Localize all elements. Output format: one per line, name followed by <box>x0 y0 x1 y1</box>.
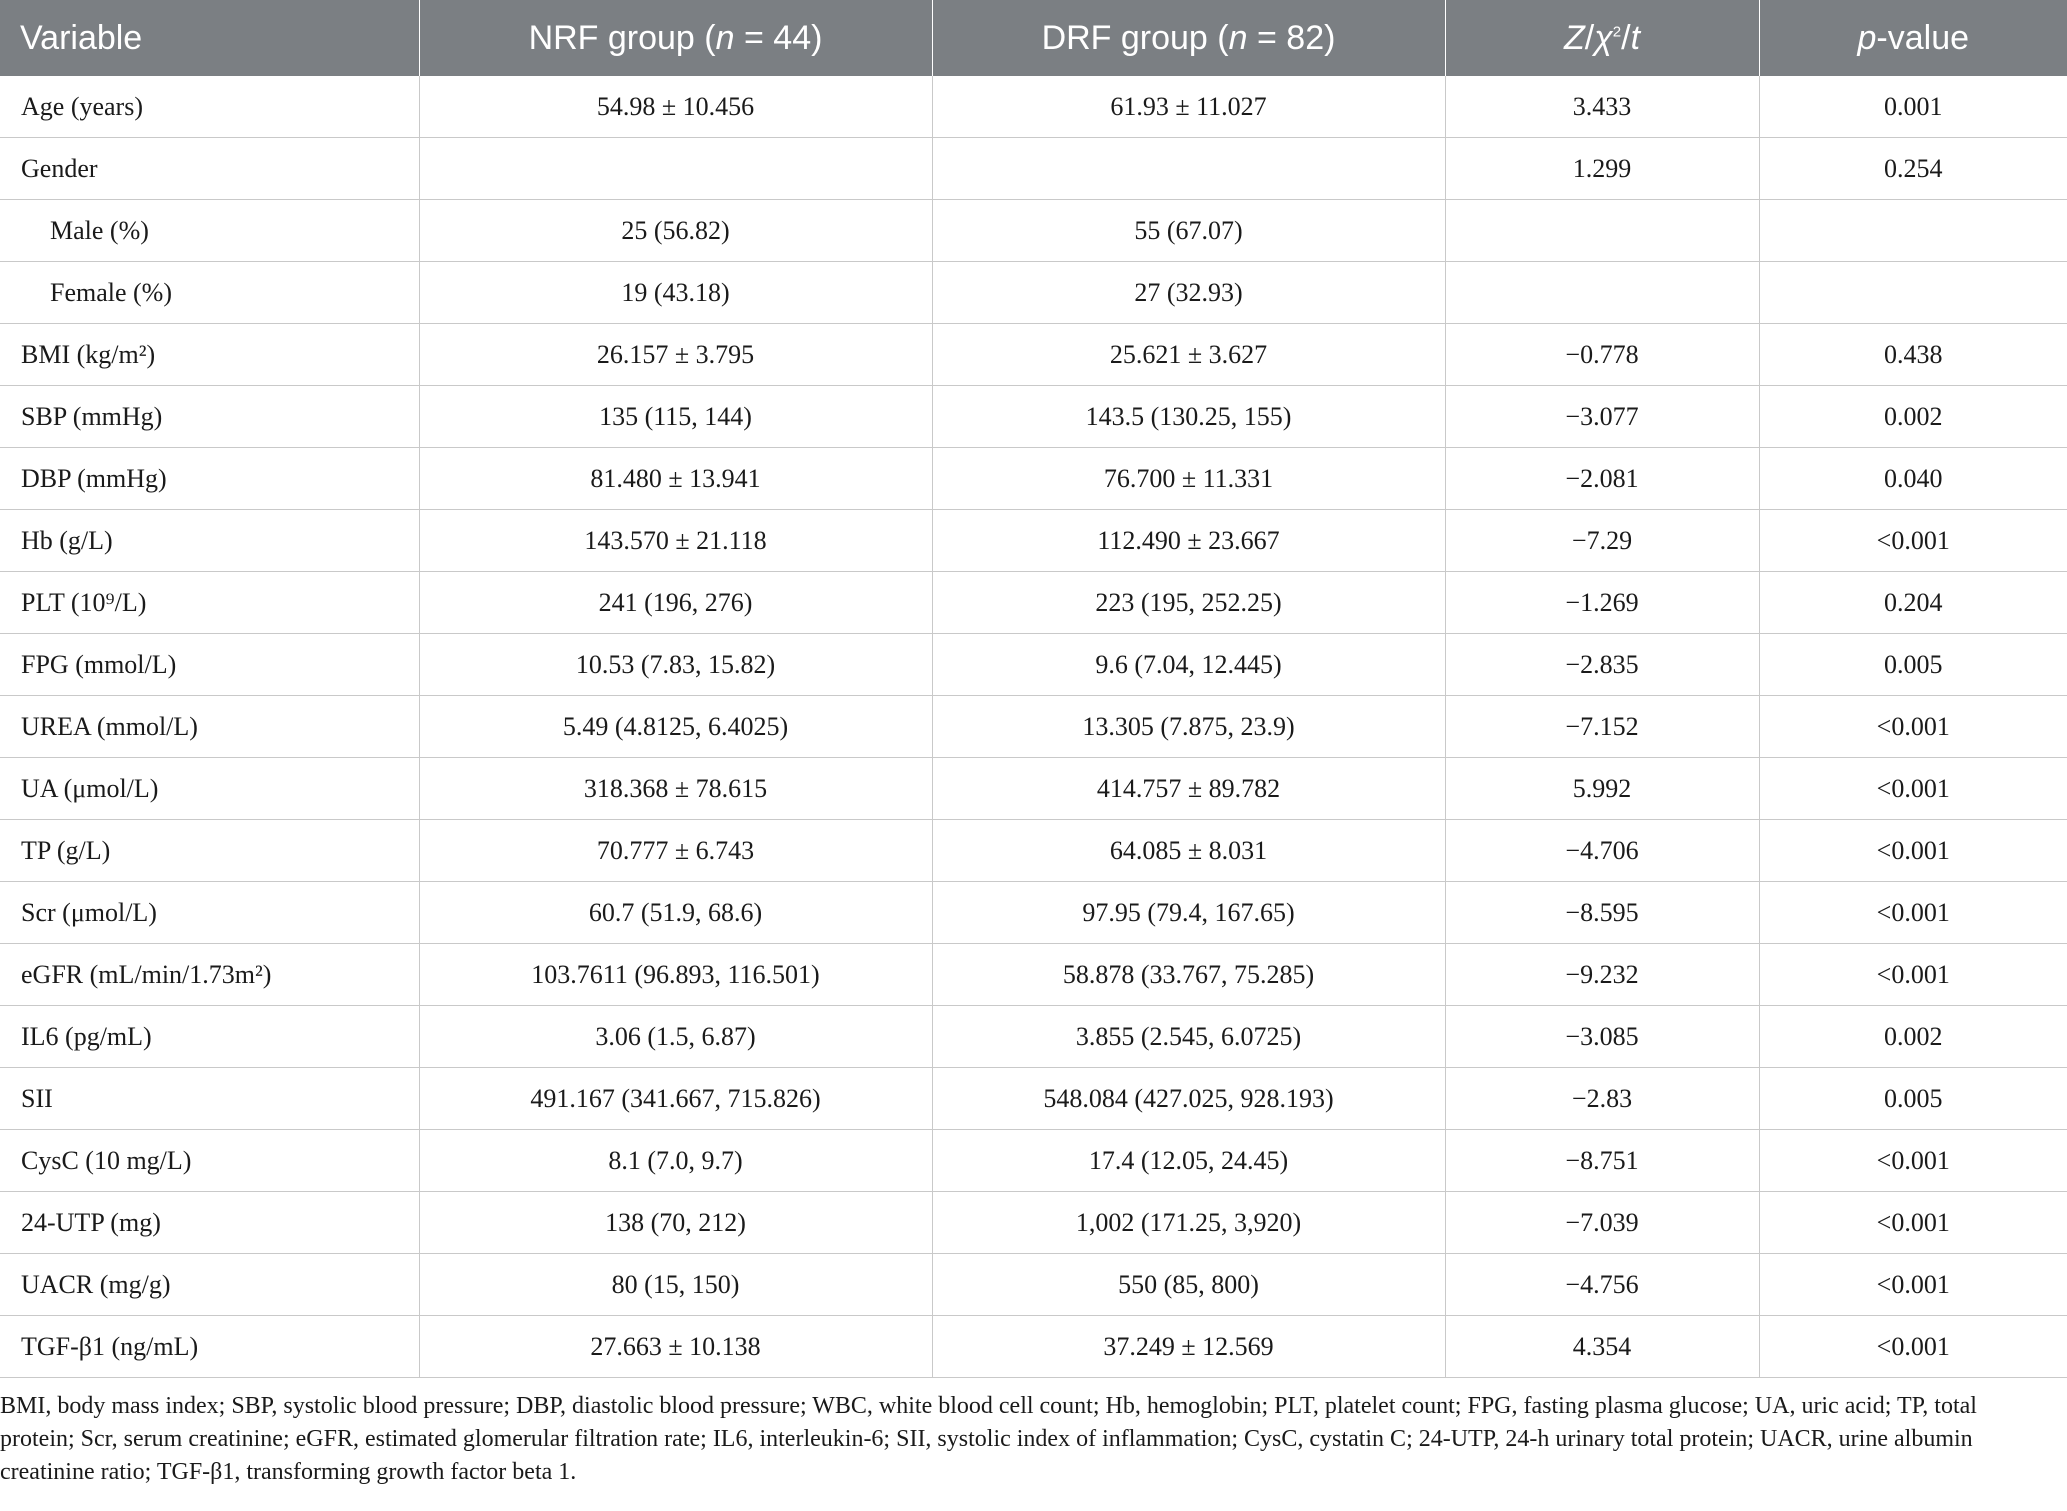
cell-variable: UA (μmol/L) <box>0 758 419 820</box>
cell-nrf-value: 10.53 (7.83, 15.82) <box>419 634 932 696</box>
cell-statistic: −4.756 <box>1445 1254 1759 1316</box>
cell-variable: PLT (10⁹/L) <box>0 572 419 634</box>
cell-p-value: <0.001 <box>1759 882 2067 944</box>
cell-nrf-value: 60.7 (51.9, 68.6) <box>419 882 932 944</box>
cell-nrf-value: 80 (15, 150) <box>419 1254 932 1316</box>
cell-variable: SBP (mmHg) <box>0 386 419 448</box>
cell-drf-value: 97.95 (79.4, 167.65) <box>932 882 1445 944</box>
cell-drf-value: 13.305 (7.875, 23.9) <box>932 696 1445 758</box>
cell-drf-value: 64.085 ± 8.031 <box>932 820 1445 882</box>
cell-statistic: −4.706 <box>1445 820 1759 882</box>
cell-nrf-value <box>419 138 932 200</box>
cell-p-value: 0.001 <box>1759 76 2067 138</box>
table-footnote: BMI, body mass index; SBP, systolic blood pressure; DBP, diastolic blood pressure; WBC, white blood cell count; Hb, hemoglobin; PLT, platelet count; FPG, fasting plasma glucose; UA, uric acid; TP, total protein; Scr, serum creatinine; eGFR, estimated glomerular filtration rate; IL6, interleukin-6; SII, systolic index of inflammation; CysC, cystatin C; 24-UTP, 24-h urinary total protein; UACR, urine albumin creatinine ratio; TGF-β1, transforming growth factor beta 1. <box>0 1393 1977 1485</box>
table-row <box>0 634 2067 696</box>
cell-statistic: −8.595 <box>1445 882 1759 944</box>
cell-drf-value: 76.700 ± 11.331 <box>932 448 1445 510</box>
cell-statistic: −8.751 <box>1445 1130 1759 1192</box>
table-row <box>0 944 2067 1006</box>
cell-drf-value: 55 (67.07) <box>932 200 1445 262</box>
cell-drf-value: 37.249 ± 12.569 <box>932 1316 1445 1378</box>
cell-statistic: −9.232 <box>1445 944 1759 1006</box>
table-row <box>0 76 2067 138</box>
table-row <box>0 386 2067 448</box>
cell-p-value: 0.438 <box>1759 324 2067 386</box>
cell-drf-value: 25.621 ± 3.627 <box>932 324 1445 386</box>
cell-variable: CysC (10 mg/L) <box>0 1130 419 1192</box>
cell-variable: FPG (mmol/L) <box>0 634 419 696</box>
cell-drf-value: 27 (32.93) <box>932 262 1445 324</box>
cell-drf-value: 58.878 (33.767, 75.285) <box>932 944 1445 1006</box>
cell-drf-value <box>932 138 1445 200</box>
cell-drf-value: 550 (85, 800) <box>932 1254 1445 1316</box>
cell-statistic: −2.83 <box>1445 1068 1759 1130</box>
table-row <box>0 572 2067 634</box>
cell-drf-value: 61.93 ± 11.027 <box>932 76 1445 138</box>
cell-drf-value: 143.5 (130.25, 155) <box>932 386 1445 448</box>
cell-variable: DBP (mmHg) <box>0 448 419 510</box>
cell-p-value: <0.001 <box>1759 758 2067 820</box>
cell-statistic: −2.081 <box>1445 448 1759 510</box>
cell-p-value: <0.001 <box>1759 696 2067 758</box>
cell-statistic: −3.085 <box>1445 1006 1759 1068</box>
cell-statistic: −1.269 <box>1445 572 1759 634</box>
cell-variable: IL6 (pg/mL) <box>0 1006 419 1068</box>
cell-nrf-value: 103.7611 (96.893, 116.501) <box>419 944 932 1006</box>
cell-drf-value: 1,002 (171.25, 3,920) <box>932 1192 1445 1254</box>
cell-variable: Male (%) <box>0 200 419 262</box>
cell-variable: BMI (kg/m²) <box>0 324 419 386</box>
table-row <box>0 324 2067 386</box>
cell-variable: UACR (mg/g) <box>0 1254 419 1316</box>
cell-statistic: 3.433 <box>1445 76 1759 138</box>
cell-nrf-value: 81.480 ± 13.941 <box>419 448 932 510</box>
cell-statistic: 5.992 <box>1445 758 1759 820</box>
cell-statistic: −3.077 <box>1445 386 1759 448</box>
cell-p-value <box>1759 200 2067 262</box>
table-row <box>0 696 2067 758</box>
cell-nrf-value: 3.06 (1.5, 6.87) <box>419 1006 932 1068</box>
cell-variable: Scr (μmol/L) <box>0 882 419 944</box>
cell-statistic: 1.299 <box>1445 138 1759 200</box>
cell-nrf-value: 5.49 (4.8125, 6.4025) <box>419 696 932 758</box>
table-row <box>0 882 2067 944</box>
cell-p-value: <0.001 <box>1759 820 2067 882</box>
cell-p-value: 0.204 <box>1759 572 2067 634</box>
cell-variable: Female (%) <box>0 262 419 324</box>
header-row <box>0 0 2067 76</box>
cell-p-value: 0.040 <box>1759 448 2067 510</box>
cell-p-value: <0.001 <box>1759 1192 2067 1254</box>
cell-nrf-value: 8.1 (7.0, 9.7) <box>419 1130 932 1192</box>
header-drf-group: DRF group (n = 82) <box>932 0 1445 76</box>
table-body <box>0 76 2067 1378</box>
cell-nrf-value: 19 (43.18) <box>419 262 932 324</box>
cell-statistic: −2.835 <box>1445 634 1759 696</box>
header-nrf-group: NRF group (n = 44) <box>419 0 932 76</box>
cell-nrf-value: 70.777 ± 6.743 <box>419 820 932 882</box>
cell-nrf-value: 26.157 ± 3.795 <box>419 324 932 386</box>
header-p-value: p-value <box>1759 0 2067 76</box>
cell-statistic: −7.039 <box>1445 1192 1759 1254</box>
cell-statistic: −7.29 <box>1445 510 1759 572</box>
cell-statistic <box>1445 262 1759 324</box>
cell-nrf-value: 27.663 ± 10.138 <box>419 1316 932 1378</box>
cell-variable: Gender <box>0 138 419 200</box>
cell-drf-value: 414.757 ± 89.782 <box>932 758 1445 820</box>
cell-p-value: 0.005 <box>1759 634 2067 696</box>
table-row <box>0 1130 2067 1192</box>
header-variable: Variable <box>0 0 419 76</box>
cell-drf-value: 9.6 (7.04, 12.445) <box>932 634 1445 696</box>
cell-statistic <box>1445 200 1759 262</box>
cell-nrf-value: 143.570 ± 21.118 <box>419 510 932 572</box>
cell-p-value: <0.001 <box>1759 510 2067 572</box>
table-row <box>0 758 2067 820</box>
cell-p-value: <0.001 <box>1759 944 2067 1006</box>
cell-variable: UREA (mmol/L) <box>0 696 419 758</box>
table-header <box>0 0 2067 76</box>
table-row <box>0 1192 2067 1254</box>
cell-drf-value: 223 (195, 252.25) <box>932 572 1445 634</box>
cell-nrf-value: 25 (56.82) <box>419 200 932 262</box>
table-row <box>0 1068 2067 1130</box>
cell-nrf-value: 138 (70, 212) <box>419 1192 932 1254</box>
cell-drf-value: 3.855 (2.545, 6.0725) <box>932 1006 1445 1068</box>
table-row <box>0 1006 2067 1068</box>
cell-drf-value: 17.4 (12.05, 24.45) <box>932 1130 1445 1192</box>
table-row <box>0 1316 2067 1378</box>
cell-nrf-value: 491.167 (341.667, 715.826) <box>419 1068 932 1130</box>
table-row <box>0 200 2067 262</box>
cell-variable: eGFR (mL/min/1.73m²) <box>0 944 419 1006</box>
table-row <box>0 1254 2067 1316</box>
table-row <box>0 262 2067 324</box>
cell-p-value: 0.002 <box>1759 1006 2067 1068</box>
cell-nrf-value: 54.98 ± 10.456 <box>419 76 932 138</box>
cell-variable: Hb (g/L) <box>0 510 419 572</box>
table-row <box>0 820 2067 882</box>
cell-nrf-value: 135 (115, 144) <box>419 386 932 448</box>
cell-drf-value: 548.084 (427.025, 928.193) <box>932 1068 1445 1130</box>
cell-p-value: 0.002 <box>1759 386 2067 448</box>
cell-variable: SII <box>0 1068 419 1130</box>
table-row <box>0 138 2067 200</box>
table-row <box>0 510 2067 572</box>
cell-p-value <box>1759 262 2067 324</box>
cell-p-value: <0.001 <box>1759 1130 2067 1192</box>
cell-variable: TP (g/L) <box>0 820 419 882</box>
cell-nrf-value: 241 (196, 276) <box>419 572 932 634</box>
cell-statistic: −7.152 <box>1445 696 1759 758</box>
cell-p-value: <0.001 <box>1759 1316 2067 1378</box>
cell-statistic: −0.778 <box>1445 324 1759 386</box>
cell-p-value: <0.001 <box>1759 1254 2067 1316</box>
cell-variable: Age (years) <box>0 76 419 138</box>
table-row <box>0 448 2067 510</box>
cell-p-value: 0.254 <box>1759 138 2067 200</box>
cell-statistic: 4.354 <box>1445 1316 1759 1378</box>
cell-p-value: 0.005 <box>1759 1068 2067 1130</box>
cell-nrf-value: 318.368 ± 78.615 <box>419 758 932 820</box>
cell-variable: TGF-β1 (ng/mL) <box>0 1316 419 1378</box>
cell-variable: 24-UTP (mg) <box>0 1192 419 1254</box>
header-statistic: $Z/\chi^2/t$ <box>1445 0 1759 76</box>
cell-drf-value: 112.490 ± 23.667 <box>932 510 1445 572</box>
